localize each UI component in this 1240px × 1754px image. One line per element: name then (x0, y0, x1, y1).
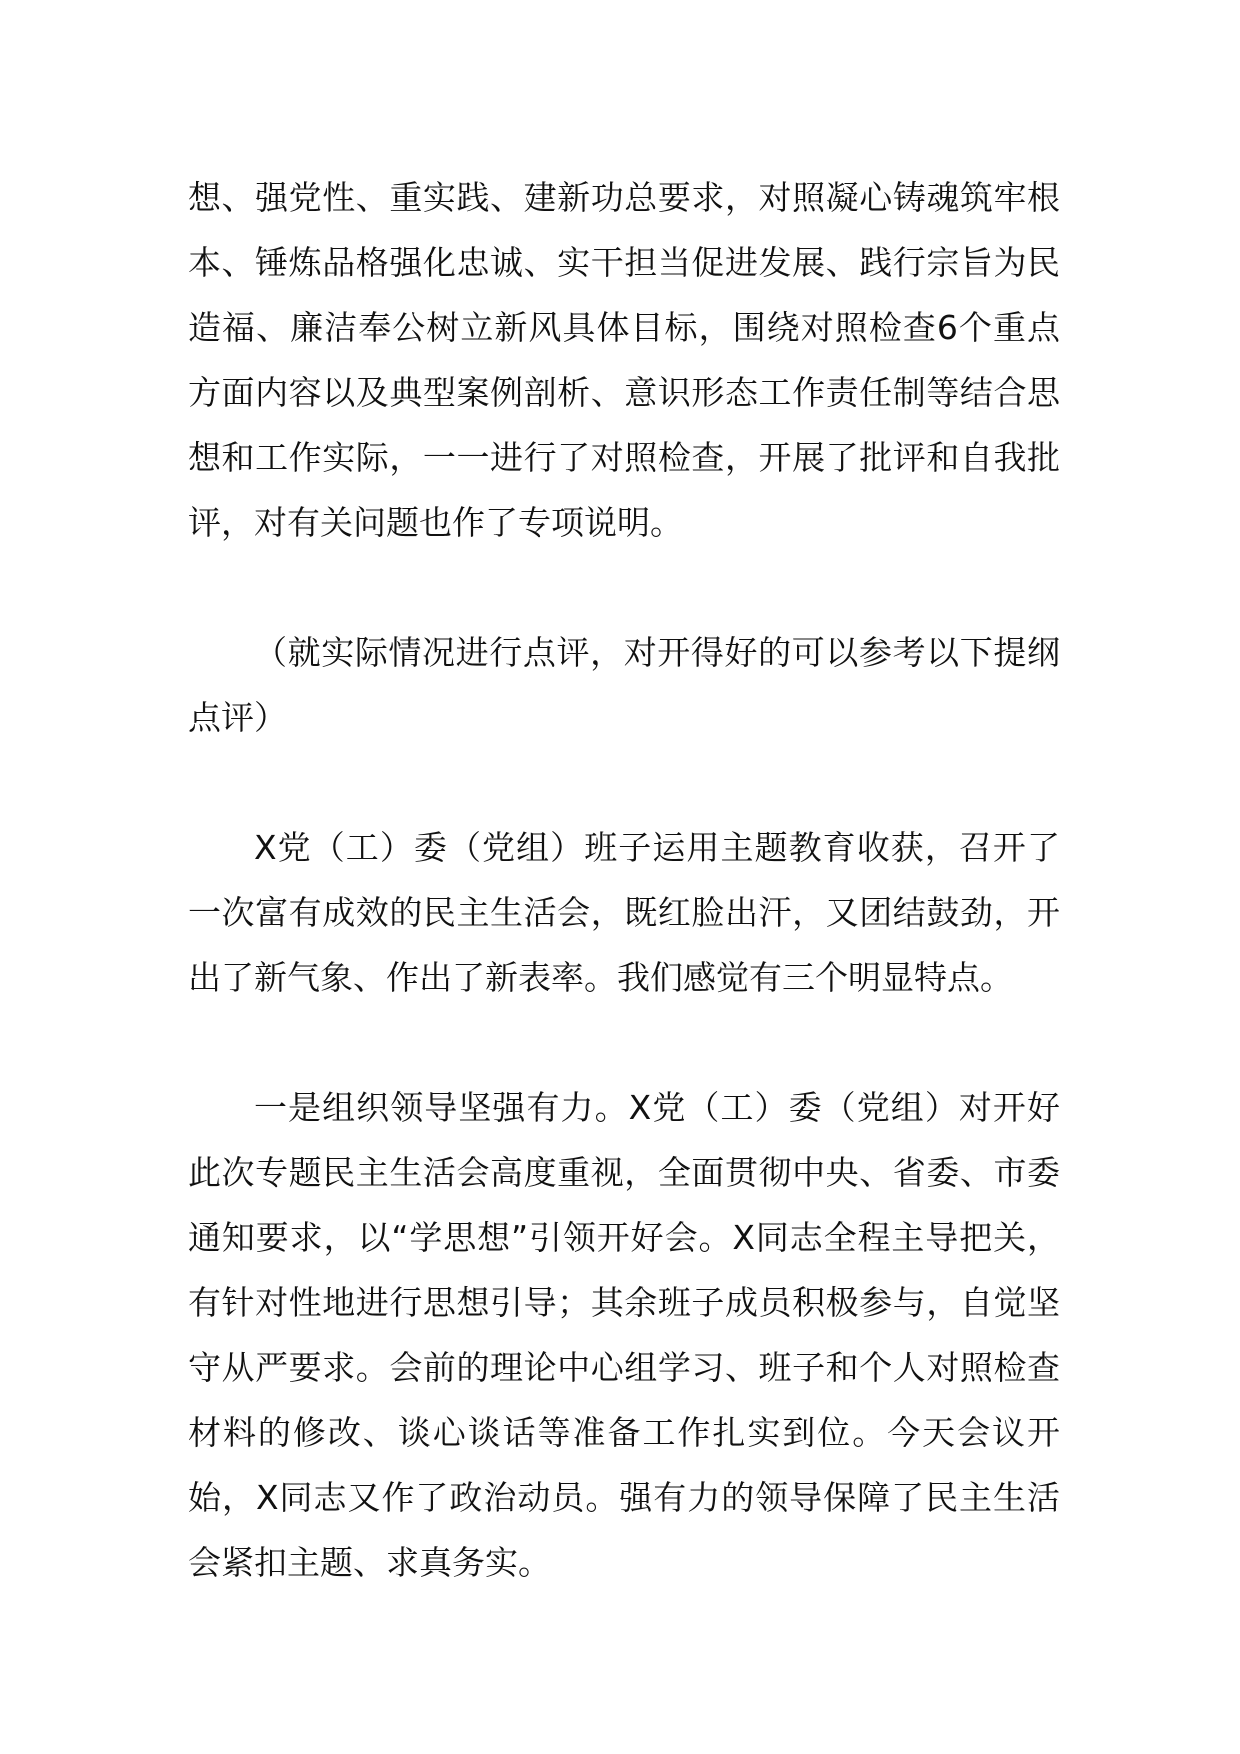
paragraph-meeting-summary: X党（工）委（党组）班子运用主题教育收获，召开了一次富有成效的民主生活会，既红脸出汗，又团结鼓劲，开出了新气象、作出了新表率。我们感觉有三个明显特点。 (188, 828, 1060, 997)
paragraph-continuation: 想、强党性、重实践、建新功总要求，对照凝心铸魂筑牢根本、锤炼品格强化忠诚、实干担当促进发展、践行宗旨为民造福、廉洁奉公树立新风具体目标，围绕对照检查6个重点方面内容以及典型案例剖析、意识形态工作责任制等结合思想和工作实际，一一进行了对照检查，开展了批评和自我批评，对有关问题也作了专项说明。 (188, 178, 1060, 542)
paragraph-review-note: （就实际情况进行点评，对开得好的可以参考以下提纲点评） (188, 633, 1060, 737)
paragraph-gap (188, 750, 1060, 815)
paragraph-gap (188, 1010, 1060, 1075)
paragraph-point-one: 一是组织领导坚强有力。X党（工）委（党组）对开好此次专题民主生活会高度重视，全面贯彻中央、省委、市委通知要求，以“学思想”引领开好会。X同志全程主导把关，有针对性地进行思想引导；其余班子成员积极参与，自觉坚守从严要求。会前的理论中心组学习、班子和个人对照检查材料的修改、谈心谈话等准备工作扎实到位。今天会议开始，X同志又作了政治动员。强有力的领导保障了民主生活会紧扣主题、求真务实。 (188, 1088, 1060, 1582)
paragraph-gap (188, 555, 1060, 620)
document-body (188, 165, 1060, 1595)
